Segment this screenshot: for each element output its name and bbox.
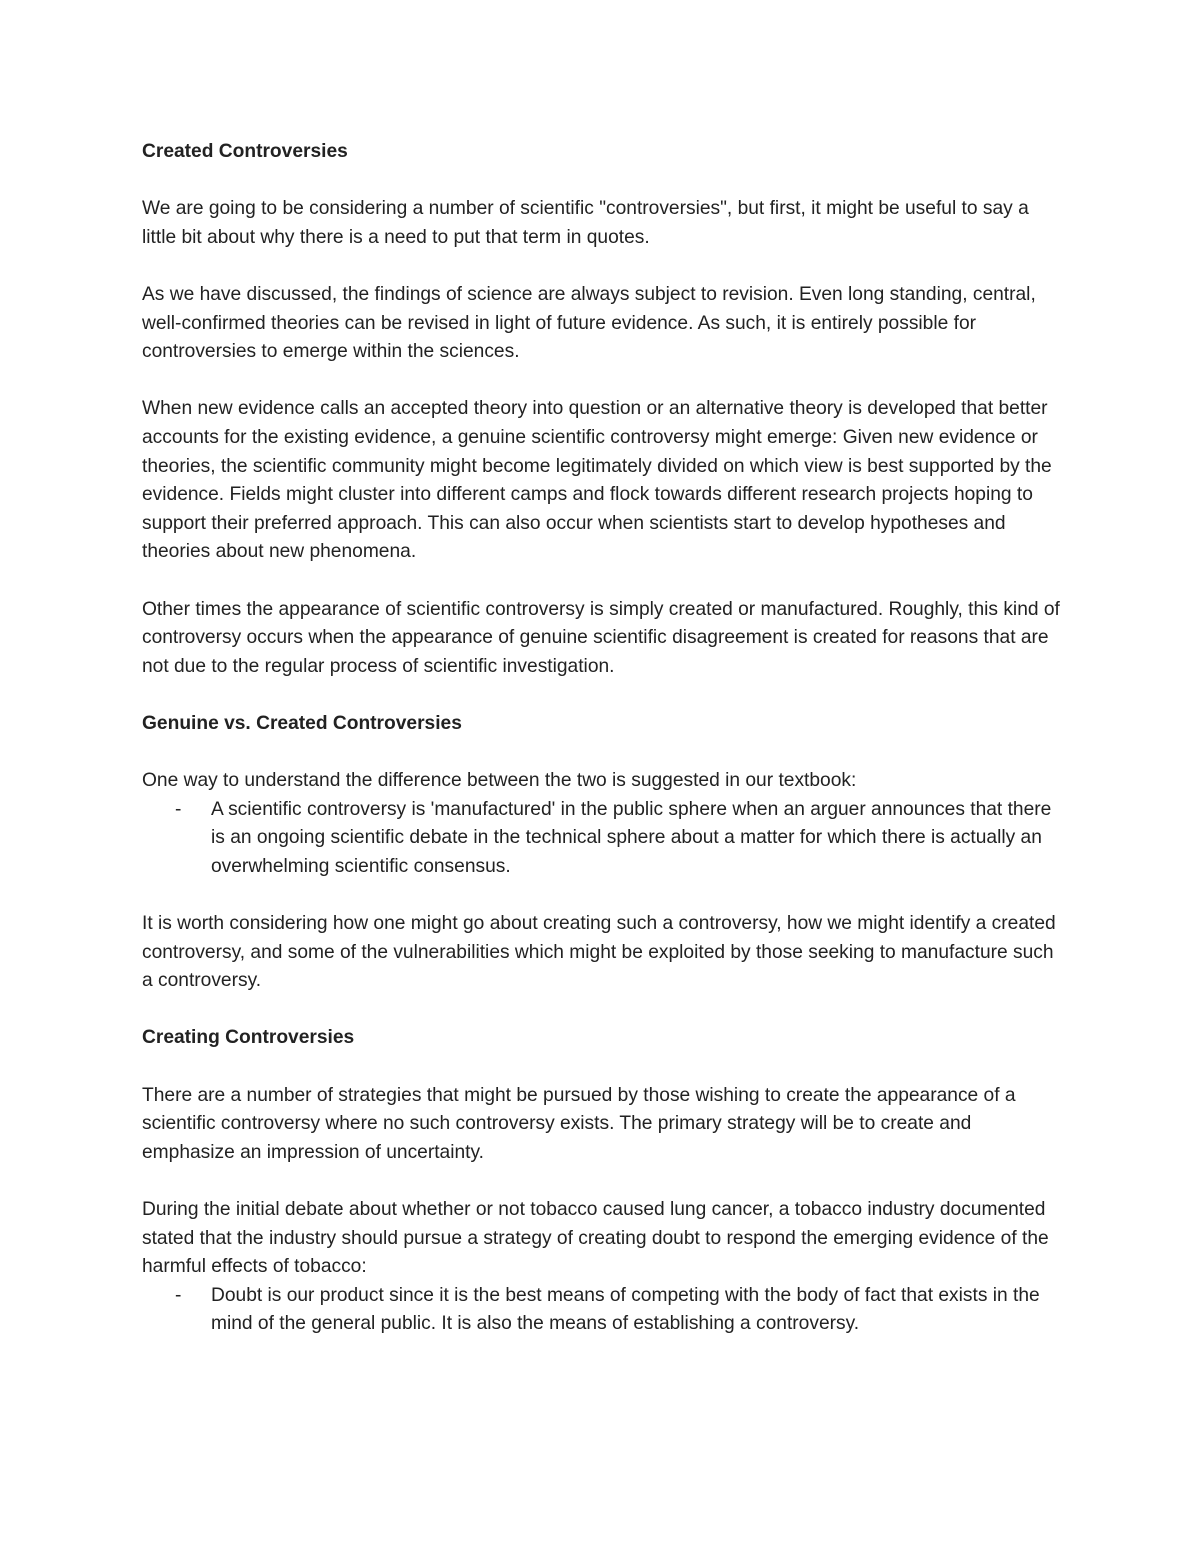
bullet-list-tobacco xyxy=(142,1282,1062,1339)
bullet-list-textbook xyxy=(142,796,1062,882)
list-item xyxy=(142,796,1062,882)
heading-created-controversies: Created Controversies xyxy=(142,141,348,162)
paragraph-textbook: One way to understand the difference between the two is suggested in our textbook: xyxy=(142,770,857,792)
paragraph-tobacco: During the initial debate about whether or not tobacco caused lung cancer, a tobacco industry documented stated that the industry should pursue a strategy of creating doubt to respond the emerging evidence of the harmful effects of tobacco: xyxy=(142,1198,1049,1278)
paragraph-manufactured: Other times the appearance of scientific controversy is simply created or manufactured. Roughly, this kind of controversy occurs when the appearance of genuine scientific disagreement is created for reasons that are not due to the regular process of scientific investigation. xyxy=(142,598,1060,677)
heading-genuine-vs-created: Genuine vs. Created Controversies xyxy=(142,712,462,734)
paragraph-intro: We are going to be considering a number of scientific "controversies", but first, it might be useful to say a little bit about why there is a need to put that term in quotes. xyxy=(142,198,1029,248)
bullet-text-doubt-quote: Doubt is our product since it is the best means of competing with the body of fact that exists in the mind of the general public. It is also the means of establishing a controversy. xyxy=(211,1284,1040,1335)
heading-creating-controversies: Creating Controversies xyxy=(142,1027,355,1049)
list-item xyxy=(142,1282,1062,1339)
paragraph-worth-considering: It is worth considering how one might go about creating such a controversy, how we might identify a created controversy, and some of the vulnerabilities which might be exploited by those seeking to manufacture such a controversy. xyxy=(142,913,1056,992)
document-page xyxy=(142,138,1062,1368)
paragraph-genuine-controversy: When new evidence calls an accepted theory into question or an alternative theory is developed that better accounts for the existing evidence, a genuine scientific controversy might emerge: Given new evidence or theories, the scientific community might become legitimately divided on which view is best supported by the evidence. Fields might cluster into different camps and flock towards different research projects hoping to support their preferred approach. This can also occur when scientists start to develop hypotheses and theories about new phenomena. xyxy=(142,398,1052,563)
bullet-dash: - xyxy=(175,1284,182,1306)
paragraph-strategies: There are a number of strategies that might be pursued by those wishing to create the appearance of a scientific controversy where no such controversy exists. The primary strategy will be to create and emphasize an impression of uncertainty. xyxy=(142,1084,1016,1163)
bullet-dash: - xyxy=(175,798,182,820)
bullet-text-manufactured-definition: A scientific controversy is 'manufactured' in the public sphere when an arguer announces that there is an ongoing scientific debate in the technical sphere about a matter for which there is actually an overwhelming scientific consensus. xyxy=(211,798,1052,877)
paragraph-revision: As we have discussed, the findings of science are always subject to revision. Even long standing, central, well-confirmed theories can be revised in light of future evidence. As such, it is entirely possible for controversies to emerge within the sciences. xyxy=(142,283,1036,363)
